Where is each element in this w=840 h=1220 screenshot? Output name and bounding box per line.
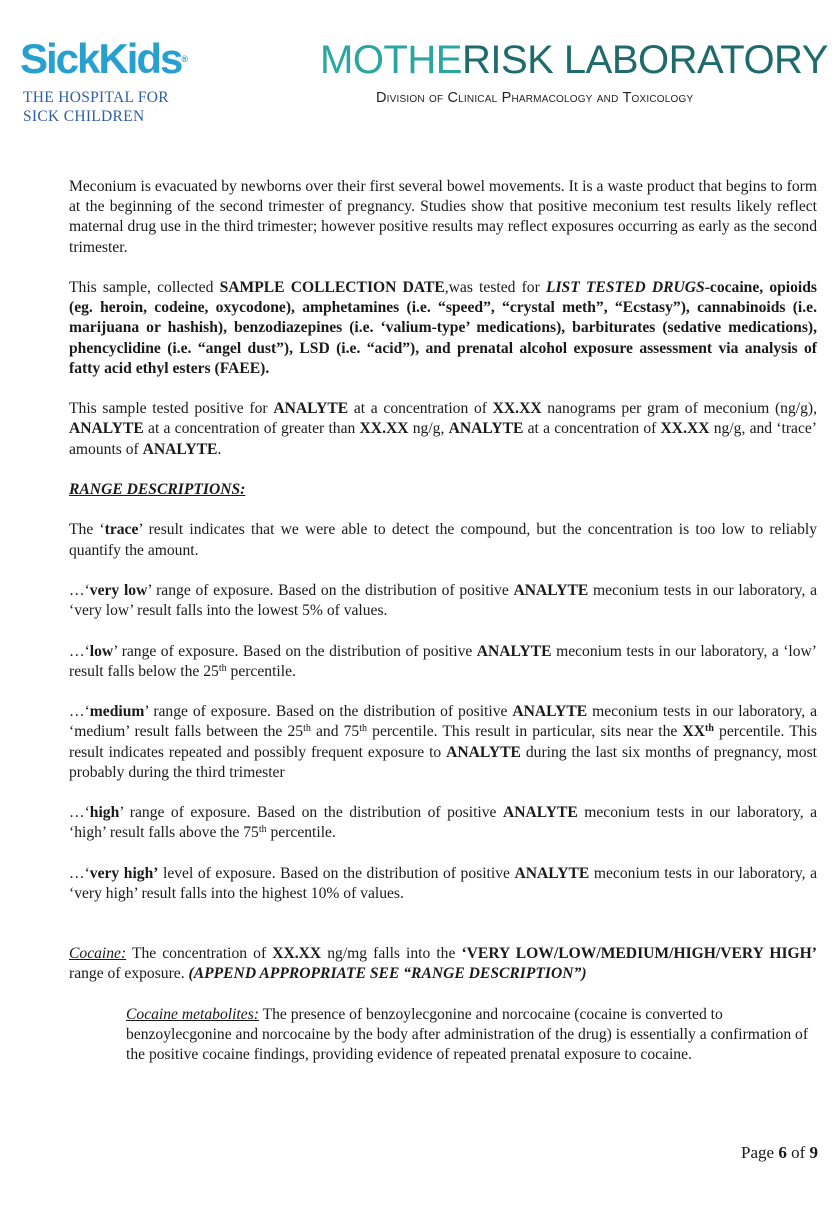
- current-page: 6: [778, 1143, 787, 1162]
- very-high-paragraph: [69, 864, 817, 904]
- page-number: [720, 1143, 818, 1163]
- collection-date-placeholder: SAMPLE COLLECTION DATE: [219, 279, 445, 296]
- analyte-placeholder: ANALYTE: [446, 743, 521, 761]
- text: of: [786, 1143, 810, 1162]
- logo-text: SickKids: [20, 35, 182, 82]
- analyte-placeholder: ANALYTE: [513, 581, 589, 599]
- percentile-placeholder: [682, 723, 713, 740]
- text: The concentration of: [126, 945, 273, 963]
- tested-drugs-placeholder: LIST TESTED DRUGS: [545, 279, 705, 296]
- sample-paragraph: [69, 278, 817, 379]
- cocaine-paragraph: [69, 944, 817, 984]
- text: and 75: [310, 723, 360, 741]
- concentration-placeholder: XX.XX: [660, 420, 710, 438]
- range-options: ‘VERY LOW/LOW/MEDIUM/HIGH/VERY HIGH’: [461, 945, 818, 963]
- text: …‘: [69, 703, 90, 721]
- cocaine-label: Cocaine:: [69, 945, 127, 963]
- sickkids-logo: [20, 36, 188, 82]
- low-paragraph: [69, 642, 817, 682]
- text: …‘: [69, 804, 90, 822]
- text: percentile. This result indicates repeated and possibly frequent exposure to: [69, 723, 817, 761]
- text: percentile.: [266, 824, 336, 842]
- analyte-placeholder: ANALYTE: [142, 440, 218, 458]
- concentration-placeholder: XX.XX: [492, 400, 542, 418]
- concentration-placeholder: XX.XX: [359, 420, 409, 438]
- text: at a concentration of: [523, 420, 661, 438]
- trace-paragraph: [69, 520, 817, 560]
- text: ng/g,: [408, 420, 449, 438]
- text: …‘: [69, 581, 90, 599]
- range-term: medium: [89, 703, 145, 721]
- superscript: th: [303, 723, 311, 735]
- positive-paragraph: [69, 399, 817, 460]
- range-term: very high’: [89, 864, 159, 882]
- text: ’ range of exposure. Based on the distribution of positive: [144, 703, 513, 721]
- range-heading: [69, 480, 817, 500]
- text: ’ result indicates that we were able to detect the compound, but the concentration is too low to reliably quantify the amount.: [69, 521, 817, 559]
- text: This sample tested positive for: [69, 400, 274, 418]
- range-term: very low: [89, 581, 148, 599]
- text: level of exposure. Based on the distribution of positive: [158, 864, 515, 882]
- text: range of exposure.: [69, 965, 189, 983]
- range-heading-text: RANGE DESCRIPTIONS:: [69, 481, 246, 498]
- report-body: [69, 177, 817, 1086]
- text: meconium tests in our laboratory, a ‘medium’ result falls between the 25: [69, 703, 817, 741]
- text: ng/mg falls into the: [321, 945, 462, 963]
- text: ’ range of exposure. Based on the distribution of positive: [113, 642, 477, 660]
- concentration-placeholder: XX.XX: [272, 945, 322, 963]
- analyte-placeholder: ANALYTE: [448, 420, 524, 438]
- medium-paragraph: [69, 702, 817, 783]
- letterhead: [0, 0, 840, 140]
- superscript: th: [705, 723, 714, 735]
- text: ’ range of exposure. Based on the distribution of positive: [119, 804, 503, 822]
- range-term: trace: [104, 521, 139, 539]
- hospital-name: THE HOSPITAL FOR SICK CHILDREN: [23, 89, 169, 125]
- text: The ‘: [69, 521, 105, 539]
- text: XX: [682, 723, 706, 741]
- text: meconium tests in our laboratory, a ‘very high’ result falls into the highest 10% of values.: [69, 864, 817, 902]
- text: ’ range of exposure. Based on the distribution of positive: [147, 581, 514, 599]
- text: .: [217, 440, 222, 458]
- text: percentile. This result in particular, sits near the: [367, 723, 683, 741]
- analyte-placeholder: ANALYTE: [514, 864, 590, 882]
- registered-mark: ®: [181, 54, 189, 64]
- text: during the last six months of pregnancy, most probably during the third trimester: [69, 743, 818, 781]
- superscript: th: [258, 824, 267, 836]
- text: This sample, collected: [69, 279, 220, 296]
- drug-list: -cocaine, opioids (eg. heroin, codeine, oxycodone), amphetamines (i.e. “speed”, “crystal meth”, “Ecstasy”), cannabinoids (i.e. marijuana or hashish), benzodiazepines (i.e. ‘valium-type’ medications), barbiturates (sedative medications), phencyclidine (i.e. “angel dust”), LSD (i.e. “acid”), and prenatal alcohol exposure assessment via analysis of fatty acid ethyl esters (FAEE).: [69, 279, 818, 377]
- text: at a concentration of greater than: [143, 420, 360, 438]
- text: at a concentration of: [348, 400, 493, 418]
- text: …‘: [69, 864, 90, 882]
- text: ng/g, and ‘trace’ amounts of: [69, 420, 817, 458]
- total-pages: 9: [809, 1143, 818, 1162]
- append-instruction: (APPEND APPROPRIATE SEE “RANGE DESCRIPTION”): [188, 965, 587, 983]
- analyte-placeholder: ANALYTE: [476, 642, 552, 660]
- analyte-placeholder: ANALYTE: [273, 400, 349, 418]
- metabolites-paragraph: [126, 1005, 817, 1066]
- metabolites-label: Cocaine metabolites:: [126, 1005, 259, 1023]
- text: Page: [741, 1143, 779, 1162]
- intro-paragraph: Meconium is evacuated by newborns over their first several bowel movements. It is a waste product that begins to form at the beginning of the second trimester of pregnancy. Studies show that positive meconium test results likely reflect maternal drug use in the third trimester; however positive results may reflect exposures occurring as early as the second trimester.: [69, 178, 817, 256]
- analyte-placeholder: ANALYTE: [502, 804, 578, 822]
- text: meconium tests in our laboratory, a ‘very low’ result falls into the lowest 5% of values.: [69, 581, 818, 620]
- lab-title-part1: MOTHE: [320, 38, 462, 82]
- text: meconium tests in our laboratory, a ‘low’ result falls below the 25: [69, 642, 818, 680]
- lab-title-part2: RISK LABORATORY: [461, 38, 828, 82]
- analyte-placeholder: ANALYTE: [69, 420, 144, 438]
- text: nanograms per gram of meconium (ng/g),: [541, 400, 817, 418]
- very-low-paragraph: [69, 581, 817, 621]
- superscript: th: [218, 662, 227, 674]
- text: percentile.: [226, 662, 296, 680]
- division-name: Division of Clinical Pharmacology and Toxicology: [376, 90, 694, 106]
- text: The presence of benzoylecgonine and norcocaine (cocaine is converted to benzoylecgonine and norcocaine by the body after administration of the drug) is essentially a confirmation of the positive cocaine findings, providing evidence of repeated prenatal exposure to cocaine.: [126, 1005, 809, 1064]
- range-term: low: [89, 642, 114, 660]
- high-paragraph: [69, 803, 817, 843]
- superscript: th: [359, 723, 368, 735]
- text: meconium tests in our laboratory, a ‘high’ result falls above the 75: [69, 804, 818, 842]
- text: ,was tested for: [444, 279, 546, 296]
- range-term: high: [89, 804, 120, 822]
- text: …‘: [69, 642, 90, 660]
- lab-title: [320, 36, 828, 84]
- analyte-placeholder: ANALYTE: [512, 703, 588, 721]
